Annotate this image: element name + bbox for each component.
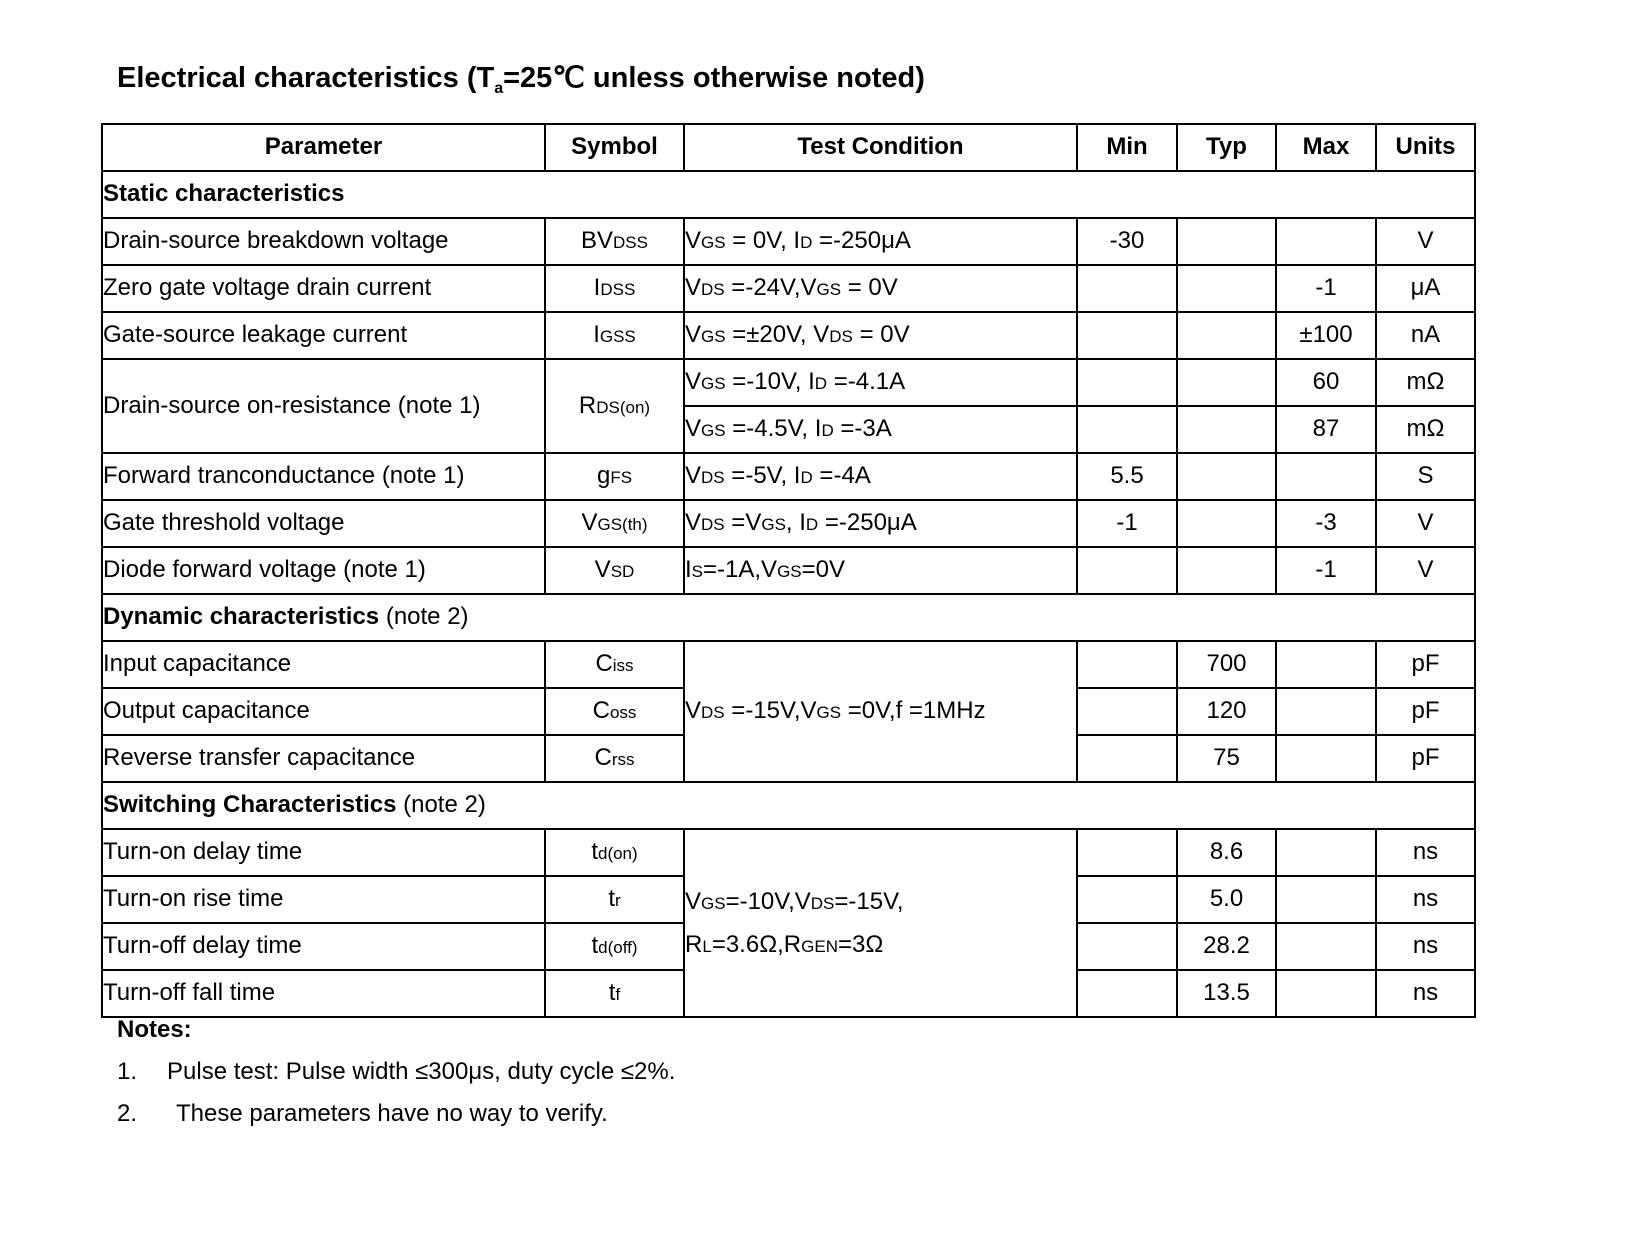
- typ-value: 5.0: [1177, 876, 1276, 923]
- symbol-cell: [545, 500, 684, 547]
- condition-text: =-4A: [812, 462, 871, 490]
- units-value: V: [1376, 547, 1475, 594]
- min-value: 5.5: [1077, 453, 1177, 500]
- header-symbol: Symbol: [545, 124, 684, 171]
- section-switching: [102, 782, 1475, 829]
- table-row: [102, 500, 1475, 547]
- condition-text: =3Ω: [837, 931, 884, 958]
- note-text: Pulse test: Pulse width ≤300μs, duty cycle ≤2%.: [167, 1058, 676, 1085]
- typ-value: [1177, 218, 1276, 265]
- units-value: ns: [1376, 970, 1475, 1017]
- section-title-bold: Static characteristics: [103, 180, 345, 208]
- symbol-base: BV: [581, 227, 614, 255]
- table-row: [102, 641, 1475, 688]
- condition-subscript: DS: [701, 280, 725, 300]
- units-value: ns: [1376, 876, 1475, 923]
- condition-subscript: DS: [701, 515, 725, 535]
- condition-subscript: GS: [701, 893, 726, 913]
- notes-title: Notes:: [117, 1016, 192, 1043]
- table-row: [102, 359, 1475, 406]
- note-number: 2.: [117, 1100, 138, 1127]
- typ-value: [1177, 312, 1276, 359]
- units-value: V: [1376, 500, 1475, 547]
- condition-text: =±20V, V: [725, 321, 830, 349]
- condition-subscript: DS: [701, 468, 725, 488]
- typ-value: [1177, 406, 1276, 453]
- units-value: pF: [1376, 735, 1475, 782]
- symbol-cell: [545, 829, 684, 876]
- header-units: Units: [1376, 124, 1475, 171]
- typ-value: 8.6: [1177, 829, 1276, 876]
- typ-value: 13.5: [1177, 970, 1276, 1017]
- condition-cell: [684, 359, 1077, 406]
- condition-subscript: DS: [701, 703, 725, 723]
- condition-line: [685, 923, 1076, 966]
- symbol-subscript: GS(th): [597, 515, 648, 535]
- condition-subscript: S: [691, 562, 704, 582]
- min-value: [1077, 312, 1177, 359]
- symbol-cell: [545, 641, 684, 688]
- condition-text: V: [685, 887, 702, 915]
- condition-subscript: D: [821, 421, 834, 441]
- units-value: ns: [1376, 829, 1475, 876]
- condition-text: =-15V,: [834, 887, 904, 915]
- min-value: [1077, 829, 1177, 876]
- symbol-cell: [545, 970, 684, 1017]
- min-value: [1077, 641, 1177, 688]
- section-static: [102, 171, 1475, 218]
- section-dynamic: [102, 594, 1475, 641]
- condition-text: =-5V, I: [724, 462, 801, 490]
- max-value: ±100: [1276, 312, 1376, 359]
- condition-text: =-4.5V, I: [725, 415, 822, 443]
- condition-text: V: [685, 227, 702, 255]
- parameter-cell: Forward tranconductance (note 1): [102, 453, 545, 500]
- max-value: [1276, 735, 1376, 782]
- typ-value: [1177, 359, 1276, 406]
- condition-cell: [684, 406, 1077, 453]
- max-value: [1276, 923, 1376, 970]
- condition-subscript: D: [800, 468, 813, 488]
- symbol-base: V: [594, 556, 611, 584]
- symbol-cell: [545, 688, 684, 735]
- symbol-subscript: iss: [612, 656, 634, 676]
- symbol-base: C: [595, 650, 613, 678]
- condition-text: =-24V,V: [724, 274, 817, 302]
- condition-line: [685, 880, 1076, 923]
- condition-text: = 0V, I: [725, 227, 801, 255]
- condition-text: =-250μA: [818, 509, 917, 537]
- parameter-cell: Turn-on rise time: [102, 876, 545, 923]
- table-row: [102, 312, 1475, 359]
- condition-cell: [684, 218, 1077, 265]
- header-row: [102, 124, 1475, 171]
- typ-value: 28.2: [1177, 923, 1276, 970]
- symbol-base: I: [593, 274, 601, 302]
- symbol-subscript: FS: [610, 468, 633, 488]
- condition-text: V: [685, 321, 702, 349]
- units-value: μA: [1376, 265, 1475, 312]
- condition-subscript: GS: [701, 374, 726, 394]
- min-value: [1077, 735, 1177, 782]
- min-value: [1077, 923, 1177, 970]
- condition-cell: [684, 641, 1077, 782]
- page-title: Electrical characteristics ($T_a=25℃$ unless otherwise noted): [117, 62, 925, 97]
- condition-text: , I: [785, 509, 806, 537]
- condition-text: =-10V, I: [725, 368, 815, 396]
- units-value: mΩ: [1376, 359, 1475, 406]
- symbol-subscript: DSS: [600, 280, 636, 300]
- symbol-base: t: [591, 932, 599, 960]
- parameter-cell: Input capacitance: [102, 641, 545, 688]
- condition-text: V: [685, 697, 702, 725]
- condition-cell: [684, 312, 1077, 359]
- typ-value: 120: [1177, 688, 1276, 735]
- symbol-cell: [545, 265, 684, 312]
- section-title-bold: Dynamic characteristics: [103, 603, 380, 631]
- parameter-cell: Drain-source on-resistance (note 1): [102, 359, 545, 453]
- units-value: pF: [1376, 641, 1475, 688]
- symbol-base: R: [578, 391, 597, 419]
- condition-text: V: [685, 415, 702, 443]
- condition-subscript: DS: [829, 327, 853, 347]
- condition-subscript: D: [814, 374, 828, 394]
- max-value: [1276, 218, 1376, 265]
- max-value: 60: [1276, 359, 1376, 406]
- condition-text: V: [685, 274, 702, 302]
- min-value: [1077, 970, 1177, 1017]
- symbol-cell: [545, 735, 684, 782]
- table-row: [102, 265, 1475, 312]
- typ-value: 75: [1177, 735, 1276, 782]
- condition-text: = 0V: [841, 274, 898, 302]
- condition-text: =-1A,V: [703, 556, 778, 584]
- condition-cell: [684, 547, 1077, 594]
- symbol-base: t: [608, 885, 615, 913]
- symbol-subscript: DSS: [613, 233, 648, 253]
- symbol-cell: [545, 923, 684, 970]
- condition-text: =-4.1A: [827, 368, 906, 396]
- condition-subscript: GS: [701, 327, 726, 347]
- symbol-cell: [545, 218, 684, 265]
- parameter-cell: Reverse transfer capacitance: [102, 735, 545, 782]
- units-value: S: [1376, 453, 1475, 500]
- condition-text: =-15V,V: [724, 697, 817, 725]
- section-title: [102, 594, 1475, 641]
- condition-subscript: GS: [701, 233, 726, 253]
- condition-subscript: D: [800, 233, 813, 253]
- symbol-subscript: f: [615, 985, 621, 1005]
- electrical-characteristics-table: [101, 123, 1476, 1018]
- condition-text: =-250μA: [812, 227, 911, 255]
- max-value: 87: [1276, 406, 1376, 453]
- condition-subscript: D: [805, 515, 819, 535]
- min-value: -30: [1077, 218, 1177, 265]
- symbol-subscript: DS(on): [596, 397, 651, 417]
- condition-subscript: GS: [816, 703, 842, 723]
- header-parameter: Parameter: [102, 124, 545, 171]
- symbol-subscript: r: [615, 891, 621, 911]
- condition-text: =3.6Ω,R: [711, 931, 802, 958]
- max-value: [1276, 688, 1376, 735]
- note-text: These parameters have no way to verify.: [176, 1100, 608, 1127]
- header-min: Min: [1077, 124, 1177, 171]
- section-title-bold: Switching Characteristics: [103, 791, 397, 819]
- parameter-cell: Drain-source breakdown voltage: [102, 218, 545, 265]
- min-value: [1077, 688, 1177, 735]
- section-title: [102, 782, 1475, 829]
- symbol-cell: [545, 359, 684, 453]
- symbol-subscript: oss: [609, 703, 637, 723]
- condition-text: V: [685, 509, 702, 537]
- units-value: pF: [1376, 688, 1475, 735]
- condition-text: V: [685, 462, 702, 490]
- symbol-base: t: [608, 979, 616, 1007]
- condition-subscript: GS: [701, 421, 726, 441]
- symbol-subscript: d(on): [597, 844, 638, 864]
- max-value: [1276, 641, 1376, 688]
- max-value: [1276, 970, 1376, 1017]
- units-value: ns: [1376, 923, 1475, 970]
- units-value: V: [1376, 218, 1475, 265]
- symbol-base: g: [596, 462, 611, 490]
- condition-cell: [684, 453, 1077, 500]
- section-title-note: (note 2): [396, 791, 486, 819]
- typ-value: [1177, 500, 1276, 547]
- condition-cell: [684, 265, 1077, 312]
- max-value: [1276, 453, 1376, 500]
- symbol-base: I: [593, 321, 600, 349]
- typ-value: [1177, 265, 1276, 312]
- min-value: [1077, 547, 1177, 594]
- symbol-cell: [545, 876, 684, 923]
- symbol-base: C: [594, 744, 612, 772]
- condition-text: R: [685, 931, 703, 958]
- max-value: [1276, 829, 1376, 876]
- parameter-cell: Gate threshold voltage: [102, 500, 545, 547]
- parameter-cell: Turn-on delay time: [102, 829, 545, 876]
- condition-subscript: L: [702, 937, 712, 956]
- parameter-cell: Diode forward voltage (note 1): [102, 547, 545, 594]
- parameter-cell: Turn-off fall time: [102, 970, 545, 1017]
- condition-subscript: GS: [816, 280, 842, 300]
- max-value: -1: [1276, 265, 1376, 312]
- min-value: [1077, 265, 1177, 312]
- symbol-subscript: GSS: [599, 327, 636, 347]
- symbol-cell: [545, 453, 684, 500]
- parameter-cell: Gate-source leakage current: [102, 312, 545, 359]
- condition-cell: [684, 500, 1077, 547]
- parameter-cell: Output capacitance: [102, 688, 545, 735]
- min-value: -1: [1077, 500, 1177, 547]
- condition-text: I: [685, 556, 692, 584]
- symbol-cell: [545, 547, 684, 594]
- symbol-cell: [545, 312, 684, 359]
- header-typ: Typ: [1177, 124, 1276, 171]
- condition-subscript: GS: [777, 562, 802, 582]
- condition-text: V: [685, 368, 702, 396]
- condition-text: =0V: [801, 556, 845, 584]
- condition-subscript: GEN: [801, 937, 838, 956]
- section-title: [102, 171, 1475, 218]
- symbol-subscript: SD: [610, 562, 635, 582]
- condition-subscript: GS: [761, 515, 786, 535]
- condition-text: =-10V,V: [725, 887, 811, 915]
- symbol-base: V: [581, 509, 598, 537]
- table-row: [102, 829, 1475, 876]
- condition-cell: [684, 829, 1077, 1017]
- symbol-base: C: [592, 697, 610, 725]
- note-number: 1.: [117, 1058, 138, 1085]
- min-value: [1077, 406, 1177, 453]
- condition-text: =0V,f =1MHz: [841, 697, 986, 725]
- header-test-condition: Test Condition: [684, 124, 1077, 171]
- symbol-subscript: d(off): [598, 938, 638, 958]
- units-value: nA: [1376, 312, 1475, 359]
- typ-value: [1177, 547, 1276, 594]
- condition-text: = 0V: [852, 321, 910, 349]
- condition-subscript: DS: [810, 893, 835, 913]
- table-row: [102, 453, 1475, 500]
- max-value: -3: [1276, 500, 1376, 547]
- symbol-subscript: rss: [611, 750, 635, 770]
- min-value: [1077, 359, 1177, 406]
- max-value: [1276, 876, 1376, 923]
- typ-value: [1177, 453, 1276, 500]
- section-title-note: (note 2): [379, 603, 469, 631]
- max-value: -1: [1276, 547, 1376, 594]
- min-value: [1077, 876, 1177, 923]
- condition-text: =-3A: [833, 415, 892, 443]
- units-value: mΩ: [1376, 406, 1475, 453]
- table-row: [102, 547, 1475, 594]
- typ-value: 700: [1177, 641, 1276, 688]
- parameter-cell: Zero gate voltage drain current: [102, 265, 545, 312]
- symbol-base: t: [591, 838, 598, 866]
- parameter-cell: Turn-off delay time: [102, 923, 545, 970]
- table-row: [102, 218, 1475, 265]
- condition-text: =V: [724, 509, 762, 537]
- header-max: Max: [1276, 124, 1376, 171]
